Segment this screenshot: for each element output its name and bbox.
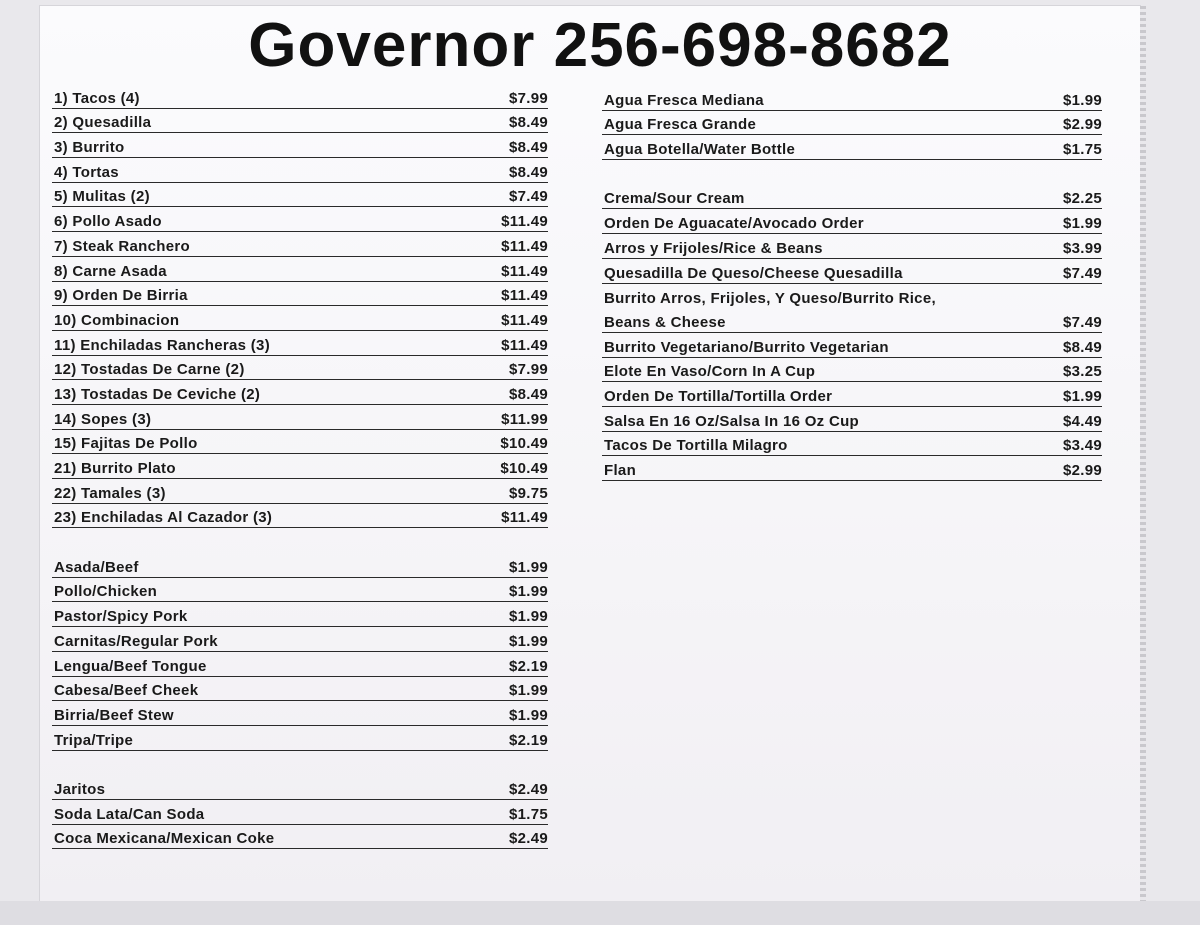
menu-item-name: 3) Burrito — [54, 139, 125, 157]
menu-item-row — [52, 207, 548, 232]
menu-item-name: Carnitas/Regular Pork — [54, 632, 218, 650]
menu-item-name: Soda Lata/Can Soda — [54, 805, 205, 823]
menu-item-price: $8.49 — [508, 163, 548, 181]
menu-item-price: $9.75 — [508, 484, 548, 502]
menu-item-price: $2.49 — [508, 780, 548, 798]
menu-item-price: $2.19 — [508, 731, 548, 749]
menu-item-price: $11.49 — [501, 213, 548, 231]
menu-item-row — [52, 356, 548, 381]
menu-item-row — [52, 380, 548, 405]
menu-item-row — [602, 86, 1102, 111]
menu-item-name: 4) Tortas — [54, 163, 119, 181]
menu-item-price: $2.99 — [1062, 116, 1102, 134]
menu-item-name: Orden De Tortilla/Tortilla Order — [604, 387, 833, 405]
left-menu-column — [52, 84, 548, 849]
menu-item-row — [52, 652, 548, 677]
menu-item-price: $1.99 — [508, 706, 548, 724]
menu-item-price: $1.99 — [508, 583, 548, 601]
menu-item-name: 21) Burrito Plato — [54, 460, 176, 477]
menu-item-row — [52, 84, 548, 109]
menu-item-price: $2.99 — [1062, 462, 1102, 479]
menu-item-price: $11.49 — [501, 336, 548, 354]
menu-item-row — [52, 775, 548, 800]
menu-item-name: 15) Fajitas De Pollo — [54, 435, 198, 453]
menu-item-row — [52, 553, 548, 578]
menu-title: Governor 256-698-8682 — [248, 11, 952, 80]
menu-item-price: $3.25 — [1062, 363, 1102, 381]
menu-item-row — [52, 430, 548, 455]
menu-item-name: Salsa En 16 Oz/Salsa In 16 Oz Cup — [604, 412, 859, 430]
menu-item-price: $11.49 — [501, 237, 548, 255]
menu-item-price: $1.99 — [1062, 215, 1102, 233]
menu-item-row — [52, 405, 548, 430]
menu-item-row — [602, 135, 1102, 160]
menu-item-name: Flan — [604, 462, 637, 479]
menu-item-name: Arros y Frijoles/Rice & Beans — [604, 239, 823, 257]
menu-item-price: $8.49 — [508, 385, 548, 403]
menu-item-name: 6) Pollo Asado — [54, 213, 162, 231]
menu-item-price: $11.49 — [501, 509, 548, 527]
menu-item-price: $8.49 — [1062, 338, 1102, 356]
menu-item-name: 13) Tostadas De Ceviche (2) — [54, 385, 261, 403]
menu-item-name: 14) Sopes (3) — [54, 410, 152, 428]
menu-item-name: Beans & Cheese — [604, 313, 726, 331]
menu-item-price: $8.49 — [508, 114, 548, 132]
menu-item-row — [52, 504, 548, 529]
menu-item-price: $2.49 — [508, 830, 548, 848]
surface-strip — [0, 901, 1200, 925]
menu-item-name: 10) Combinacion — [54, 311, 180, 329]
menu-item-row — [52, 133, 548, 158]
menu-item-row — [52, 701, 548, 726]
menu-item-name: 1) Tacos (4) — [54, 89, 140, 107]
menu-item-row — [52, 825, 548, 850]
menu-item-name: Burrito Vegetariano/Burrito Vegetarian — [604, 338, 889, 356]
section-spacer — [52, 528, 548, 553]
menu-item-price: $7.99 — [508, 89, 548, 107]
menu-item-price: $11.49 — [501, 311, 548, 329]
menu-item-price: $1.99 — [1062, 387, 1102, 405]
menu-item-price: $7.49 — [1062, 313, 1102, 331]
menu-item-price: $11.99 — [501, 410, 548, 428]
menu-item-name: Asada/Beef — [54, 558, 139, 576]
right-menu-column — [602, 86, 1102, 481]
menu-item-row — [602, 358, 1102, 383]
menu-item-name: 2) Quesadilla — [54, 114, 152, 132]
menu-item-row — [602, 382, 1102, 407]
menu-item-name: Agua Fresca Grande — [604, 116, 757, 134]
menu-item-price: $1.75 — [1062, 141, 1102, 159]
menu-item-row — [52, 158, 548, 183]
menu-item-price: $3.99 — [1062, 239, 1102, 257]
menu-item-row — [602, 234, 1102, 259]
menu-item-row — [52, 479, 548, 504]
menu-item-row — [52, 109, 548, 134]
menu-item-name: Agua Botella/Water Bottle — [604, 141, 796, 159]
menu-item-row — [52, 800, 548, 825]
menu-item-name: Crema/Sour Cream — [604, 190, 745, 208]
menu-item-row — [602, 185, 1102, 210]
menu-item-row — [52, 677, 548, 702]
menu-item-price: $11.49 — [501, 287, 548, 305]
menu-item-name: 11) Enchiladas Rancheras (3) — [54, 336, 270, 354]
menu-item-row — [52, 183, 548, 208]
menu-item-row — [602, 209, 1102, 234]
menu-item-name: Tripa/Tripe — [54, 731, 134, 749]
menu-item-row — [52, 232, 548, 257]
menu-item-name: Jaritos — [54, 780, 106, 798]
menu-item-name: 12) Tostadas De Carne (2) — [54, 361, 245, 379]
menu-item-price: $1.99 — [1062, 91, 1102, 109]
menu-item-row — [52, 306, 548, 331]
menu-item-price: $7.49 — [508, 188, 548, 206]
menu-item-row — [602, 333, 1102, 358]
menu-item-price: $1.99 — [508, 632, 548, 650]
menu-item-name: 22) Tamales (3) — [54, 484, 166, 502]
menu-item-name: Elote En Vaso/Corn In A Cup — [604, 363, 816, 381]
menu-item-price: $1.99 — [508, 682, 548, 700]
menu-item-price: $10.49 — [500, 460, 548, 477]
menu-item-row — [52, 282, 548, 307]
menu-item-row — [602, 432, 1102, 457]
menu-item-name: Pollo/Chicken — [54, 583, 158, 601]
menu-item-price: $7.99 — [508, 361, 548, 379]
menu-item-row — [52, 331, 548, 356]
menu-item-price: $10.49 — [500, 435, 548, 453]
menu-item-name: Burrito Arros, Frijoles, Y Queso/Burrito Rice, — [604, 290, 936, 308]
menu-item-price: $2.25 — [1062, 190, 1102, 208]
menu-item-price: $2.19 — [508, 657, 548, 675]
section-spacer — [602, 160, 1102, 185]
menu-item-price: $7.49 — [1062, 264, 1102, 282]
menu-item-name: Tacos De Tortilla Milagro — [604, 437, 788, 455]
menu-item-row — [602, 308, 1102, 333]
menu-item-row — [52, 726, 548, 751]
menu-item-name: Coca Mexicana/Mexican Coke — [54, 830, 275, 848]
menu-item-row — [52, 627, 548, 652]
menu-item-name: Agua Fresca Mediana — [604, 91, 764, 109]
menu-item-row — [602, 284, 1102, 309]
menu-item-price: $1.99 — [508, 608, 548, 626]
menu-item-name: 7) Steak Ranchero — [54, 237, 190, 255]
menu-item-name: 8) Carne Asada — [54, 262, 167, 280]
menu-item-name: Pastor/Spicy Pork — [54, 608, 188, 626]
menu-item-price: $11.49 — [501, 262, 548, 280]
section-spacer — [52, 751, 548, 776]
menu-item-price: $1.99 — [508, 558, 548, 576]
menu-item-name: Cabesa/Beef Cheek — [54, 682, 199, 700]
menu-item-price: $4.49 — [1062, 412, 1102, 430]
menu-item-row — [602, 407, 1102, 432]
menu-item-row — [602, 259, 1102, 284]
menu-item-row — [52, 454, 548, 479]
menu-item-name: 5) Mulitas (2) — [54, 188, 150, 206]
menu-item-price: $3.49 — [1062, 437, 1102, 455]
menu-item-price: $1.75 — [508, 805, 548, 823]
menu-item-row — [602, 111, 1102, 136]
menu-item-name: Lengua/Beef Tongue — [54, 657, 207, 675]
menu-item-row — [52, 602, 548, 627]
menu-item-name: 9) Orden De Birria — [54, 287, 188, 305]
menu-item-row — [52, 578, 548, 603]
menu-item-name: 23) Enchiladas Al Cazador (3) — [54, 509, 273, 527]
menu-item-price: $8.49 — [508, 139, 548, 157]
menu-item-row — [52, 257, 548, 282]
menu-item-row — [602, 456, 1102, 481]
menu-item-name: Quesadilla De Queso/Cheese Quesadilla — [604, 264, 903, 282]
menu-item-name: Orden De Aguacate/Avocado Order — [604, 215, 864, 233]
menu-item-name: Birria/Beef Stew — [54, 706, 174, 724]
